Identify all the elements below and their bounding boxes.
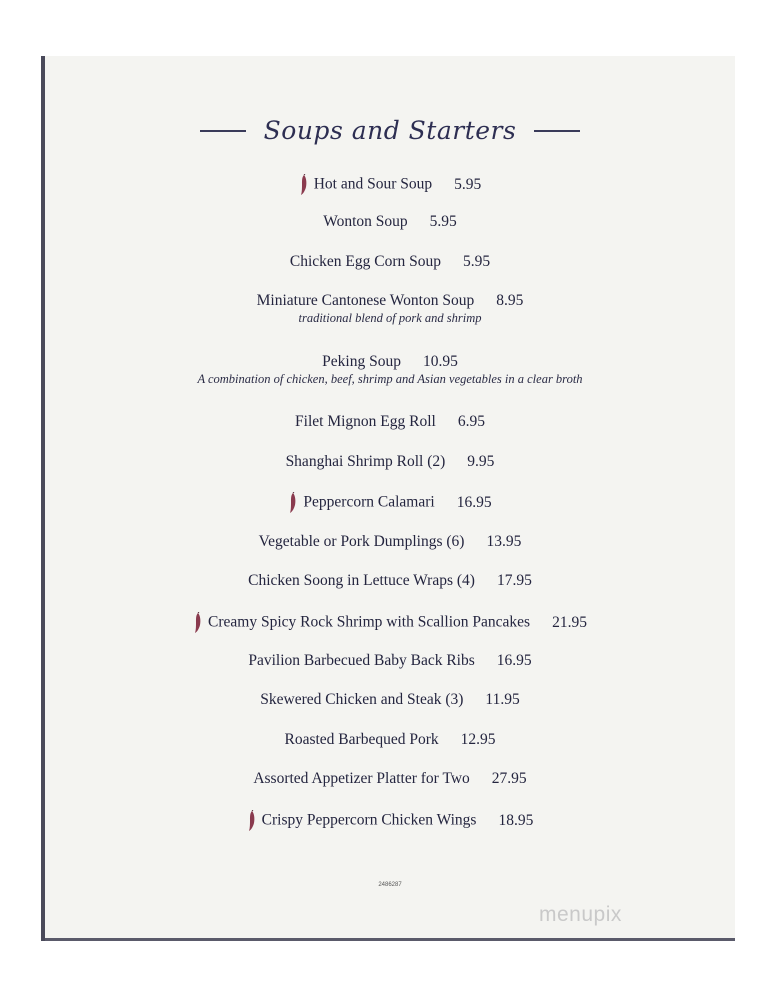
menu-item-name: Vegetable or Pork Dumplings (6) bbox=[258, 533, 465, 550]
menu-item bbox=[45, 292, 735, 326]
chili-pepper-icon bbox=[247, 810, 256, 832]
menu-page bbox=[41, 56, 735, 941]
menu-item bbox=[45, 213, 735, 231]
menu-item-description: traditional blend of pork and shrimp bbox=[298, 311, 482, 325]
menu-item-name: Miniature Cantonese Wonton Soup bbox=[256, 292, 475, 309]
chili-pepper-icon bbox=[288, 492, 297, 514]
chili-pepper-icon bbox=[299, 174, 308, 196]
menu-item-description: A combination of chicken, beef, shrimp and Asian vegetables in a clear broth bbox=[197, 372, 583, 386]
menu-item-name: Wonton Soup bbox=[323, 213, 408, 230]
menu-item-name: Filet Mignon Egg Roll bbox=[295, 413, 436, 430]
menu-item bbox=[45, 413, 735, 431]
section-header bbox=[45, 116, 735, 145]
menu-item-price: 9.95 bbox=[467, 453, 495, 470]
menu-item-price: 11.95 bbox=[485, 691, 520, 708]
menu-item-price: 12.95 bbox=[460, 731, 496, 748]
menu-item-price: 6.95 bbox=[457, 413, 485, 430]
chili-pepper-icon bbox=[193, 612, 202, 634]
menu-item bbox=[45, 612, 735, 634]
section-title: Soups and Starters bbox=[263, 116, 517, 145]
menu-item-price: 17.95 bbox=[496, 572, 532, 589]
title-rule-right bbox=[534, 130, 580, 132]
menu-item-price: 5.95 bbox=[463, 253, 491, 270]
menu-item-name: Assorted Appetizer Platter for Two bbox=[253, 770, 470, 787]
menu-item-price: 27.95 bbox=[491, 770, 527, 787]
menu-item-name: Peking Soup bbox=[322, 353, 401, 370]
menu-item bbox=[45, 533, 735, 551]
menu-item-name: Skewered Chicken and Steak (3) bbox=[260, 691, 464, 708]
menu-item bbox=[45, 353, 735, 387]
menu-item bbox=[45, 492, 735, 514]
menu-item bbox=[45, 691, 735, 709]
menu-item-name: Shanghai Shrimp Roll (2) bbox=[285, 453, 446, 470]
menu-item bbox=[45, 253, 735, 271]
menu-item-price: 21.95 bbox=[552, 613, 587, 631]
menu-item-price: 16.95 bbox=[456, 493, 492, 511]
menu-item-price: 5.95 bbox=[429, 213, 457, 230]
menu-item-name: Hot and Sour Soup bbox=[313, 175, 433, 193]
menu-item-name: Chicken Egg Corn Soup bbox=[289, 253, 441, 270]
watermark: menupix bbox=[539, 903, 622, 926]
menu-item-name: Peppercorn Calamari bbox=[303, 493, 435, 511]
menu-item bbox=[45, 572, 735, 590]
menu-item bbox=[45, 174, 735, 196]
menu-item-price: 5.95 bbox=[454, 175, 482, 193]
menu-item-price: 16.95 bbox=[496, 652, 532, 669]
menu-item-name: Roasted Barbequed Pork bbox=[284, 731, 439, 748]
menu-item bbox=[45, 652, 735, 670]
menu-item-name: Creamy Spicy Rock Shrimp with Scallion Pancakes bbox=[208, 613, 531, 631]
menu-item bbox=[45, 453, 735, 471]
menu-item-price: 10.95 bbox=[422, 353, 458, 370]
menu-item-name: Chicken Soong in Lettuce Wraps (4) bbox=[248, 572, 475, 589]
title-rule-left bbox=[200, 130, 246, 132]
menu-item bbox=[45, 770, 735, 788]
menu-item-name: Crispy Peppercorn Chicken Wings bbox=[261, 811, 477, 829]
menu-item bbox=[45, 810, 735, 832]
menu-item bbox=[45, 731, 735, 749]
menu-item-name: Pavilion Barbecued Baby Back Ribs bbox=[248, 652, 475, 669]
menu-item-price: 8.95 bbox=[496, 292, 524, 309]
menu-item-price: 13.95 bbox=[486, 533, 522, 550]
menu-item-price: 18.95 bbox=[498, 811, 534, 829]
page-code: 2486287 bbox=[378, 882, 402, 888]
